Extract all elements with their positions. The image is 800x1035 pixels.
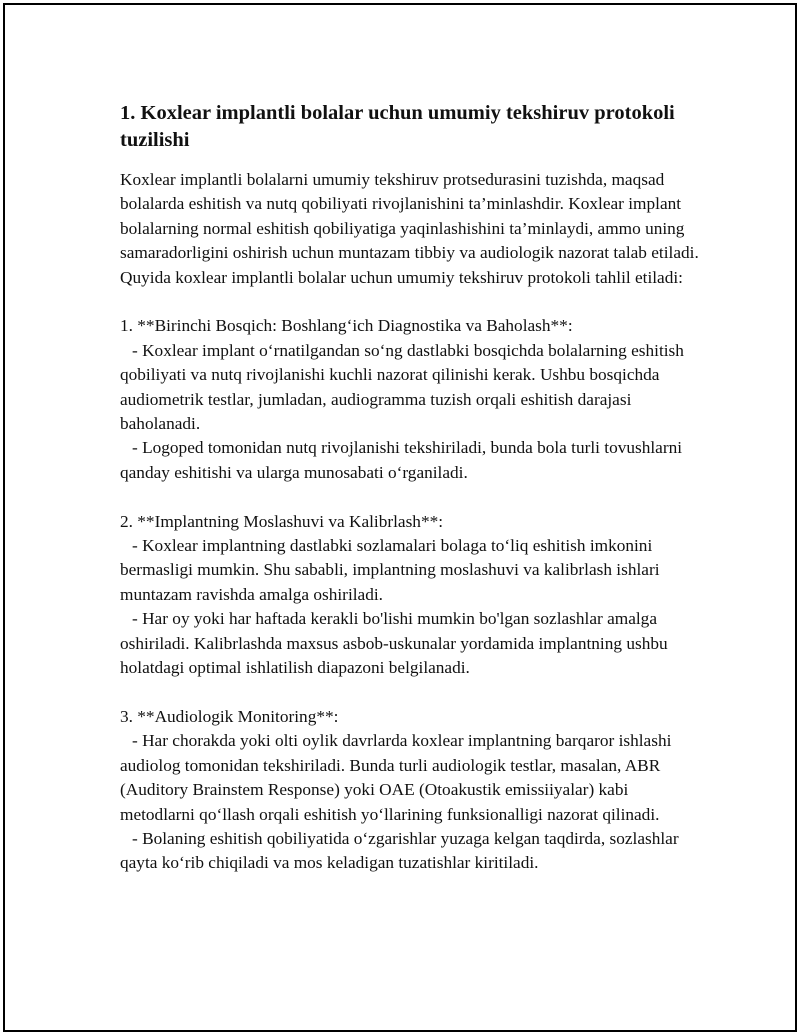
section-title: 3. **Audiologik Monitoring**: xyxy=(120,706,339,726)
section-bullet: - Logoped tomonidan nutq rivojlanishi tekshiriladi, bunda bola turli tovushlarni qanday eshitishi va ularga munosabati o‘rganiladi. xyxy=(120,438,683,482)
document-page xyxy=(3,3,797,1032)
section-3 xyxy=(120,705,700,876)
section-bullet: - Har oy yoki har haftada kerakli bo'lishi mumkin bo'lgan sozlashlar amalga oshiriladi. Kalibrlashda maxsus asbob-uskunalar yordamida implantning ushbu holatdagi optimal ishlatilish diapazoni belgilanadi. xyxy=(120,609,668,678)
section-bullet: - Har chorakda yoki olti oylik davrlarda koxlear implantning barqaror ishlashi audiolog tomonidan tekshiriladi. Bunda turli audiologik testlar, masalan, ABR (Auditory Brainstem Response) yoki OAE (Otoakustik emissiiyalar) kabi metodlarni qo‘llash orqali eshitish yo‘llarining funksionalligi nazorat qilinadi. xyxy=(120,731,672,824)
section-1 xyxy=(120,314,700,485)
spacer xyxy=(120,485,700,509)
section-bullet: - Koxlear implant o‘rnatilgandan so‘ng dastlabki bosqichda bolalarning eshitish qobiliyati va nutq rivojlanishi kuchli nazorat qilinishi kerak. Ushbu bosqichda audiometrik testlar, jumladan, audiogramma tuzish orqali eshitish darajasi baholanadi. xyxy=(120,340,684,434)
document-title: 1. Koxlear implantli bolalar uchun umumiy tekshiruv protokoli tuzilishi xyxy=(120,102,675,151)
spacer xyxy=(120,681,700,705)
section-bullet: - Koxlear implantning dastlabki sozlamalari bolaga to‘liq eshitish imkonini bermasligi mumkin. Shu sababli, implantning moslashuvi va kalibrlash ishlari muntazam ravishda amalga oshiriladi. xyxy=(120,536,660,604)
document-content xyxy=(120,100,700,876)
intro-paragraph: Koxlear implantli bolalarni umumiy tekshiruv protsedurasini tuzishda, maqsad bolalarda eshitish va nutq qobiliyati rivojlanishini ta’minlashdir. Koxlear implant bolalarning normal eshitish qobiliyatiga yaqinlashishini ta’minlaydi, ammo uning samaradorligini oshirish uchun muntazam tibbiy va audiologik nazorat talab etiladi. Quyida koxlear implantli bolalar uchun umumiy tekshiruv protokoli tahlil etiladi: xyxy=(120,170,699,287)
section-2 xyxy=(120,510,700,681)
section-title: 2. **Implantning Moslashuvi va Kalibrlash**: xyxy=(120,511,444,531)
section-bullet: - Bolaning eshitish qobiliyatida o‘zgarishlar yuzaga kelgan taqdirda, sozlashlar qayta ko‘rib chiqiladi va mos keladigan tuzatishlar kiritiladi. xyxy=(120,828,679,873)
spacer xyxy=(120,290,700,314)
section-title: 1. **Birinchi Bosqich: Boshlang‘ich Diagnostika va Baholash**: xyxy=(120,316,573,336)
